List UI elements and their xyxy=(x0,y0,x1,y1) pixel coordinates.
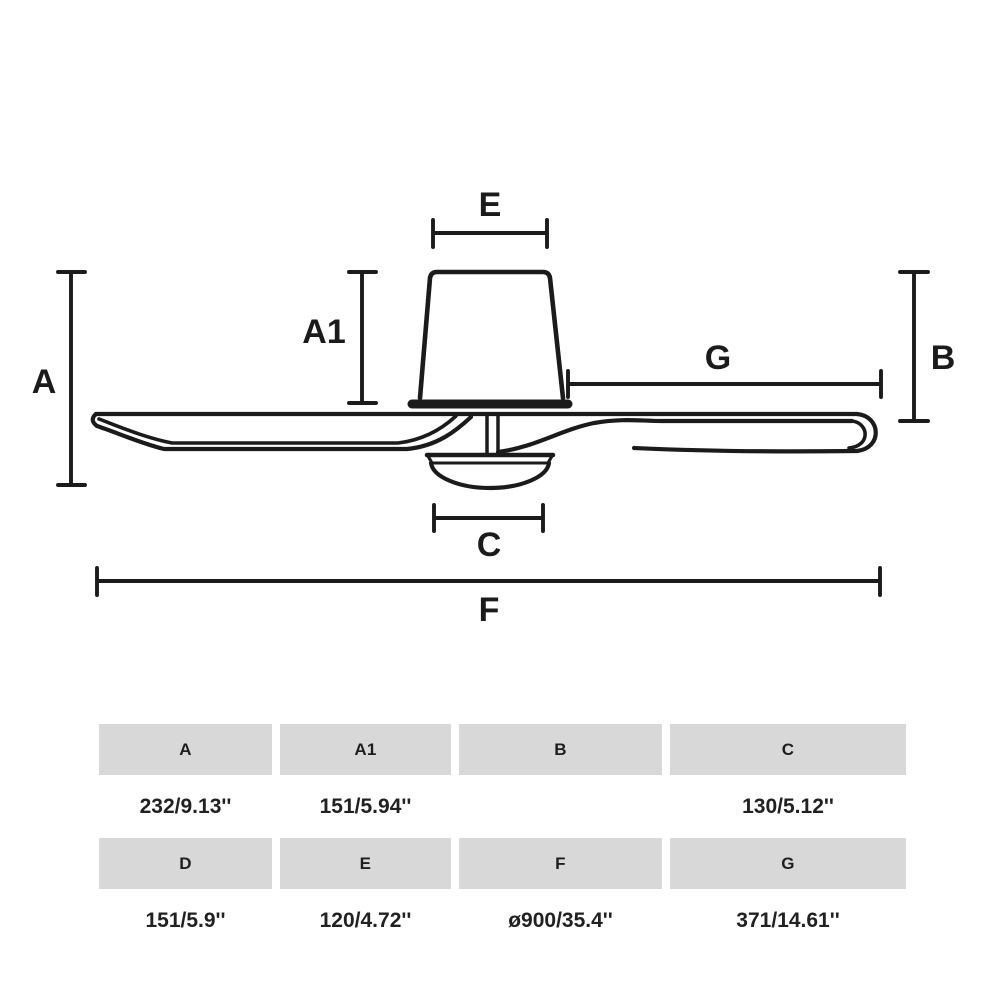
table-value-cell: 120/4.72'' xyxy=(319,908,412,932)
dim-label-g: G xyxy=(704,339,732,377)
dim-label-e: E xyxy=(478,186,502,224)
table-value-cell: ø900/35.4'' xyxy=(508,908,613,932)
spec-table xyxy=(99,724,906,952)
right-blade-bottom-edge xyxy=(634,448,857,451)
dimension-line-a xyxy=(58,272,85,485)
table-value-cell xyxy=(459,775,662,838)
light-kit-dome xyxy=(431,463,549,488)
table-value-cell: 151/5.9'' xyxy=(145,908,226,932)
left-blade-underside-inner xyxy=(99,416,456,443)
table-value-cell: 151/5.94'' xyxy=(319,794,412,818)
dim-label-c: C xyxy=(476,526,502,564)
motor-housing xyxy=(420,272,563,398)
dim-label-a1: A1 xyxy=(302,313,346,351)
dimension-line-a1 xyxy=(349,272,376,403)
dim-label-f: F xyxy=(478,591,500,629)
dim-label-b: B xyxy=(930,339,956,377)
table-header-cell: G xyxy=(670,838,906,889)
table-header-cell: B xyxy=(459,724,662,775)
right-blade-tip-inner xyxy=(849,421,865,448)
table-header-cell: D xyxy=(99,838,272,889)
dimension-line-b xyxy=(900,272,928,421)
table-header-cell: A xyxy=(99,724,272,775)
dim-label-a: A xyxy=(31,363,57,401)
right-blade-hub-curve xyxy=(498,420,852,452)
table-header-cell: A1 xyxy=(280,724,451,775)
table-header-cell: F xyxy=(459,838,662,889)
table-header-cell: E xyxy=(280,838,451,889)
table-header-cell: C xyxy=(670,724,906,775)
center-post xyxy=(487,415,498,453)
table-value-cell: 130/5.12'' xyxy=(742,794,834,818)
dimension-line-e xyxy=(433,220,547,247)
table-value-cell: 232/9.13'' xyxy=(139,794,232,818)
fan-drawing xyxy=(93,272,876,488)
table-value-cell: 371/14.61'' xyxy=(736,908,840,932)
